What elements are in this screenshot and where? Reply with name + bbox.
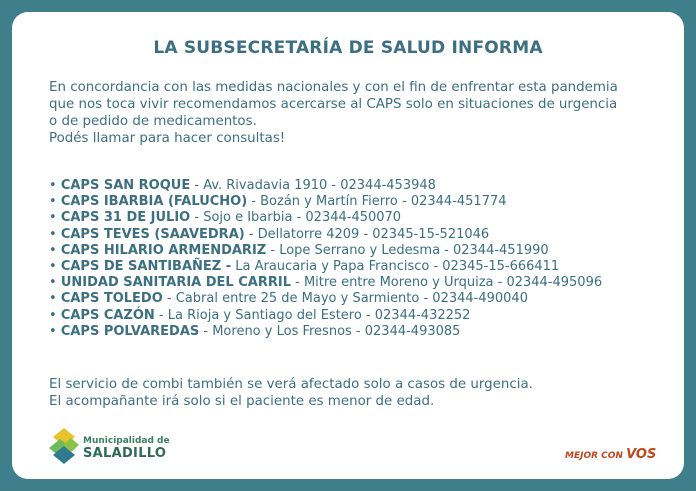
caps-list: [49, 178, 679, 340]
caps-list-item: • CAPS 31 DE JULIO - Sojo e Ibarbia - 02344-450070: [49, 210, 402, 226]
caps-detail: Mitre entre Moreno y Urquiza - 02344-495096: [303, 275, 603, 291]
municipality-emblem-icon: [49, 428, 79, 464]
caps-detail: La Araucaria y Papa Francisco - 02345-15-666411: [235, 259, 560, 275]
caps-name: CAPS POLVAREDAS: [60, 323, 200, 339]
intro-line: o de pedido de medicamentos.: [49, 114, 257, 129]
logo-city-label: SALADILLO: [83, 446, 167, 461]
notice-card: [12, 12, 684, 479]
outro-line: El acompañante irá solo si el paciente es menor de edad.: [49, 394, 435, 409]
caps-list-item: • CAPS TEVES (SAAVEDRA) - Dellatorre 4209 - 02345-15-521046: [49, 226, 490, 242]
caps-list-item: • CAPS SAN ROQUE - Av. Rivadavia 1910 - 02344-453948: [49, 178, 436, 193]
slogan-logo: [565, 443, 656, 462]
caps-detail: Av. Rivadavia 1910 - 02344-453948: [203, 178, 436, 193]
intro-line: En concordancia con las medidas nacionales y con el fin de enfrentar esta pandemia: [49, 80, 618, 95]
caps-detail: Bozán y Martín Fierro - 02344-451774: [260, 194, 507, 210]
municipality-logo: [49, 428, 189, 468]
slogan-part1: MEJOR CON: [565, 451, 627, 461]
caps-list-item: • UNIDAD SANITARIA DEL CARRIL - Mitre entre Moreno y Urquiza - 02344-495096: [49, 275, 603, 291]
caps-name: CAPS TOLEDO: [60, 291, 163, 307]
caps-name: CAPS TEVES (SAAVEDRA): [60, 226, 245, 242]
outro-line: El servicio de combi también se verá afectado solo a casos de urgencia.: [49, 377, 533, 392]
caps-list-item: • CAPS TOLEDO - Cabral entre 25 de Mayo y Sarmiento - 02344-490040: [49, 291, 528, 307]
caps-detail: La Rioja y Santiago del Estero - 02344-432252: [167, 307, 471, 323]
caps-list-item: • CAPS POLVAREDAS - Moreno y Los Fresnos - 02344-493085: [49, 323, 461, 339]
notice-title: LA SUBSECRETARÍA DE SALUD INFORMA: [153, 38, 543, 58]
logo-municipality-label: Municipalidad de: [83, 436, 170, 446]
caps-name: CAPS HILARIO ARMENDARIZ: [60, 242, 267, 258]
slogan-part2: VOS: [626, 447, 657, 462]
caps-list-item: • CAPS CAZÓN - La Rioja y Santiago del Estero - 02344-432252: [49, 307, 471, 323]
caps-name: CAPS 31 DE JULIO: [60, 210, 191, 226]
caps-name: UNIDAD SANITARIA DEL CARRIL: [60, 275, 291, 291]
caps-detail: Sojo e Ibarbia - 02344-450070: [203, 210, 402, 226]
intro-paragraph: [49, 79, 669, 147]
caps-name: CAPS SAN ROQUE: [60, 178, 191, 193]
caps-detail: Moreno y Los Fresnos - 02344-493085: [212, 323, 461, 339]
caps-list-item: • CAPS HILARIO ARMENDARIZ - Lope Serrano y Ledesma - 02344-451990: [49, 242, 549, 258]
outro-paragraph: [49, 376, 669, 410]
caps-detail: Dellatorre 4209 - 02345-15-521046: [257, 226, 490, 242]
caps-list-item: • CAPS DE SANTIBAÑEZ - La Araucaria y Papa Francisco - 02345-15-666411: [49, 259, 560, 275]
caps-name: CAPS DE SANTIBAÑEZ -: [60, 259, 232, 275]
caps-list-item: • CAPS IBARBIA (FALUCHO) - Bozán y Martín Fierro - 02344-451774: [49, 194, 507, 210]
caps-detail: Cabral entre 25 de Mayo y Sarmiento - 02344-490040: [175, 291, 528, 307]
intro-line: que nos toca vivir recomendamos acercarse al CAPS solo en situaciones de urgencia: [49, 97, 618, 112]
caps-name: CAPS IBARBIA (FALUCHO): [60, 194, 248, 210]
intro-line: Podés llamar para hacer consultas!: [49, 131, 286, 146]
caps-name: CAPS CAZÓN: [60, 307, 155, 323]
caps-detail: Lope Serrano y Ledesma - 02344-451990: [279, 242, 549, 258]
